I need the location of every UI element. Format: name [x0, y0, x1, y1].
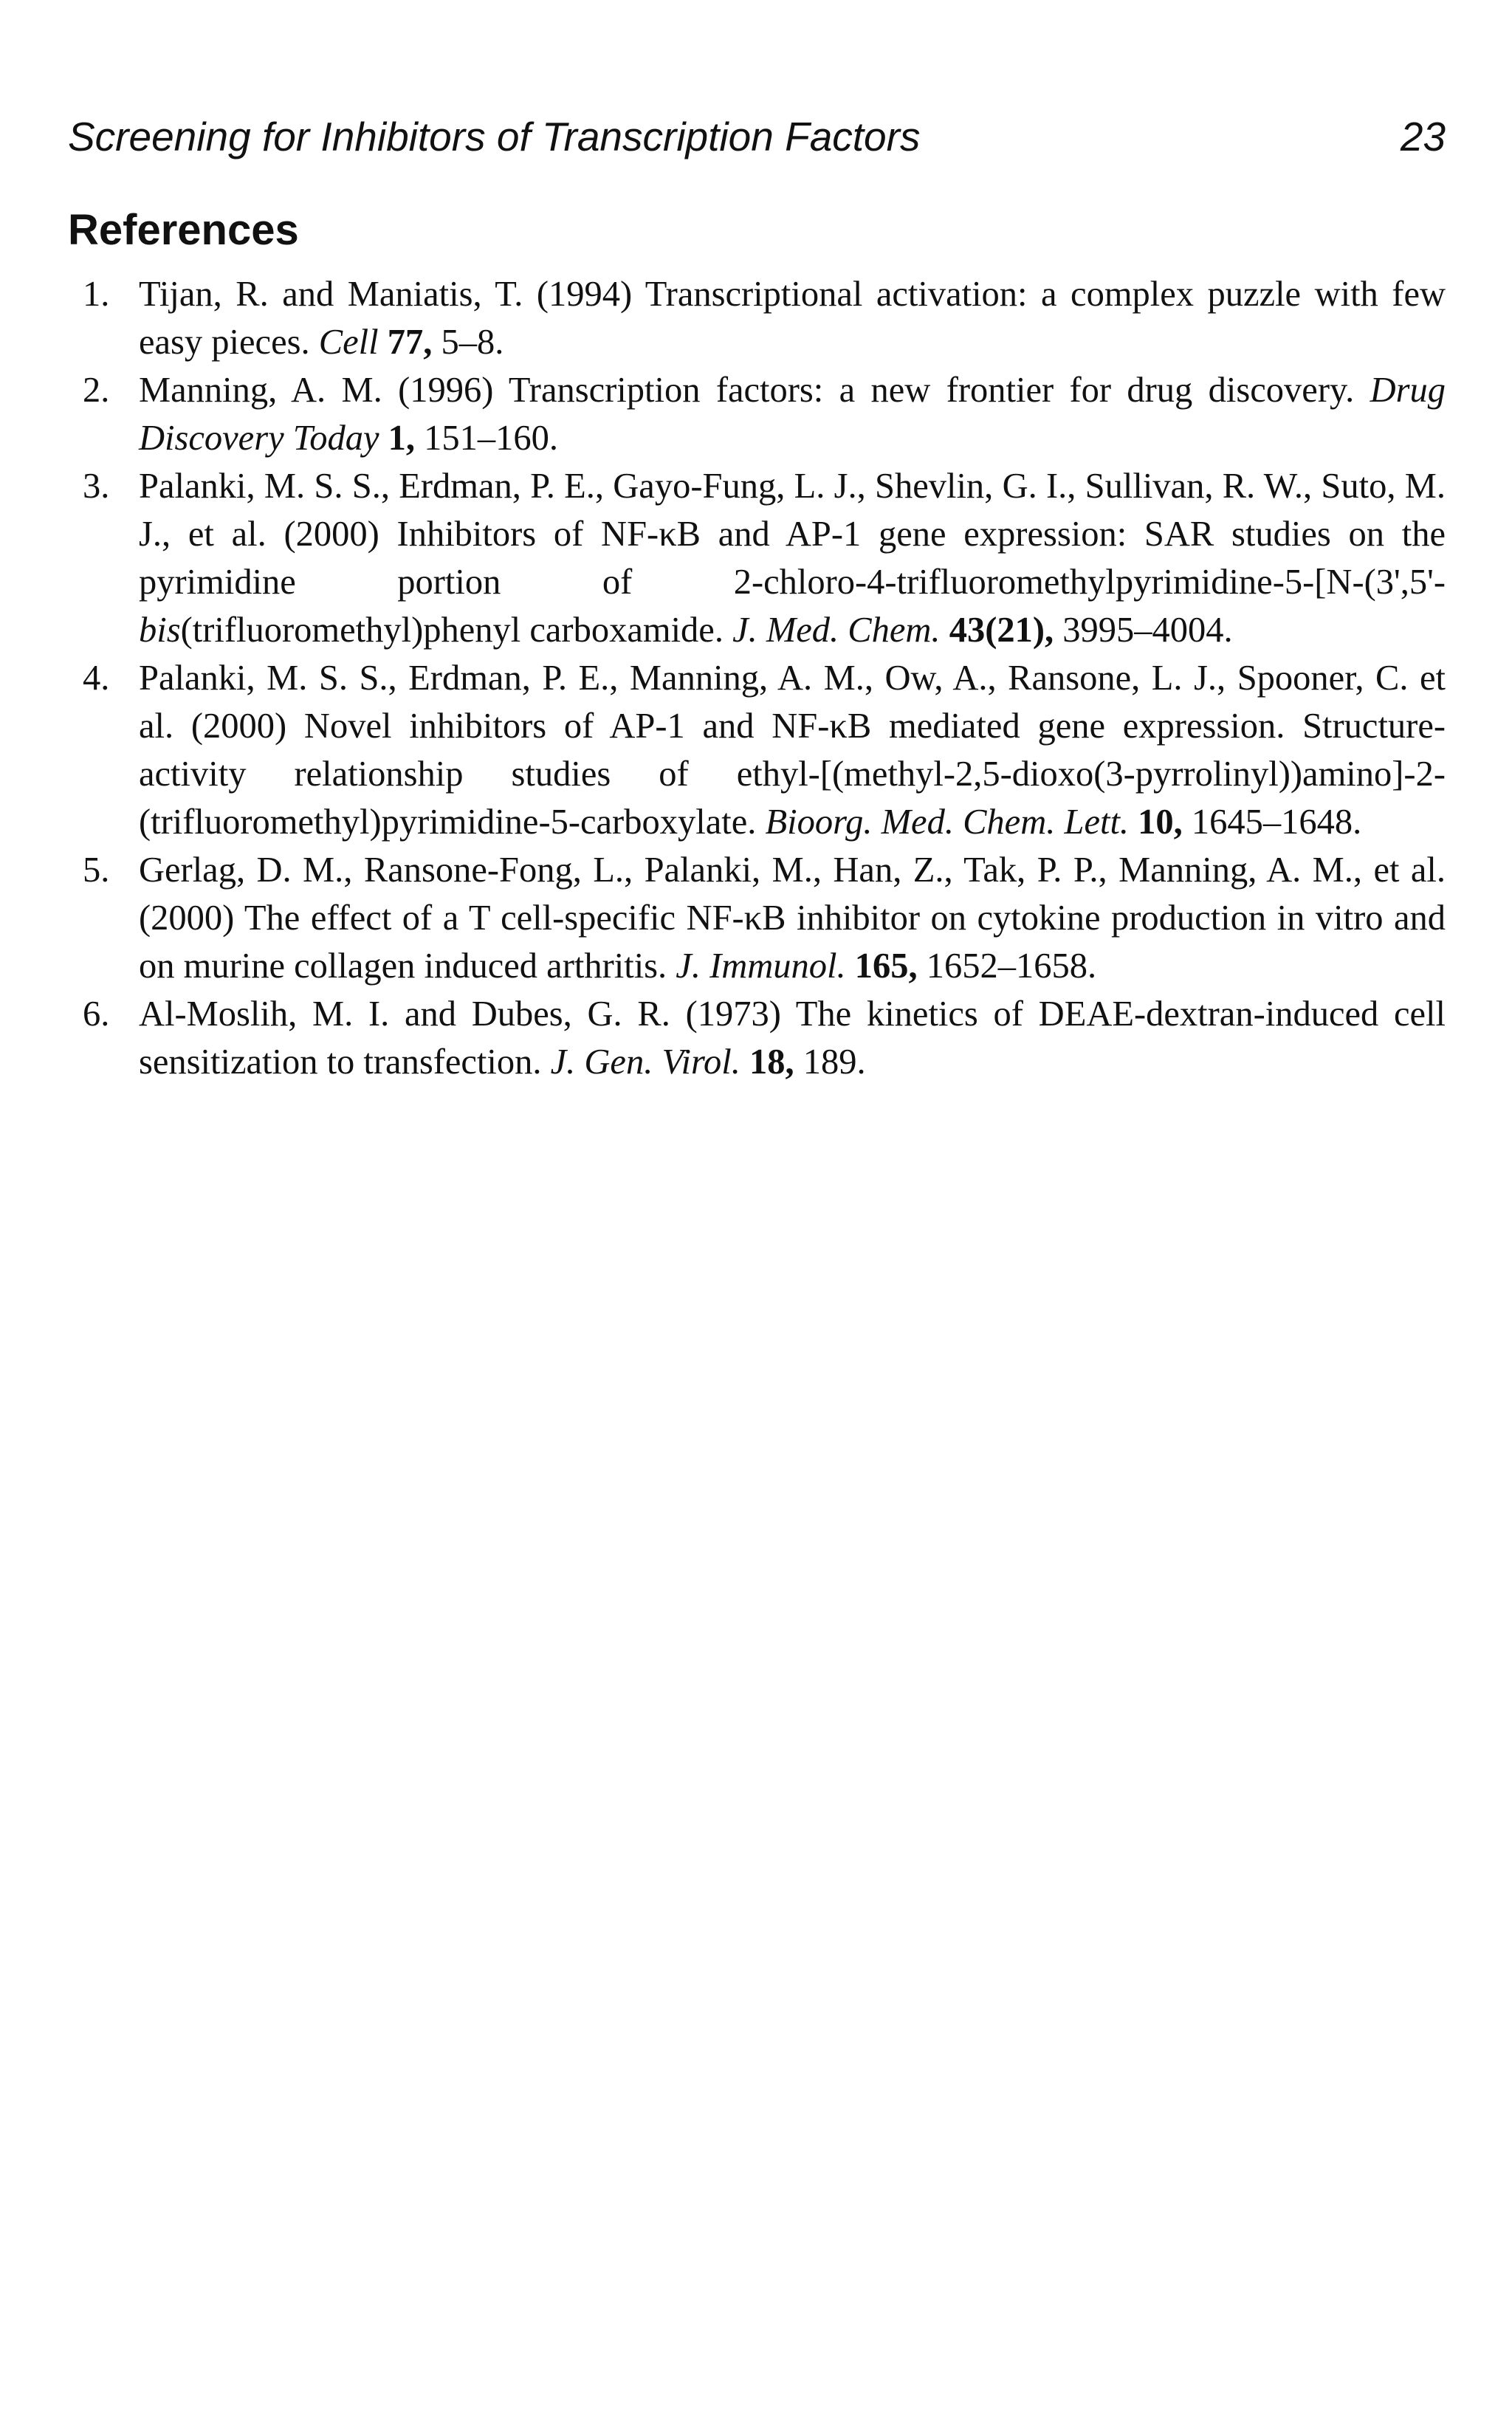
reference-text	[139, 846, 1446, 990]
reference-pages: 3995–4004.	[1054, 611, 1233, 650]
reference-pages: 1645–1648.	[1182, 803, 1362, 842]
reference-volume: 165,	[854, 946, 918, 986]
reference-number: 3.	[83, 467, 110, 506]
reference-volume: 1,	[388, 419, 416, 458]
reference-journal: Drug Discovery Today	[139, 371, 1446, 458]
reference-text	[139, 462, 1446, 654]
reference-number: 5.	[83, 851, 110, 890]
reference-citation: Manning, A. M. (1996) Transcription factors: a new frontier for drug discovery.	[139, 371, 1370, 410]
reference-item	[68, 270, 1446, 366]
reference-pages: 1652–1658.	[917, 946, 1097, 986]
reference-volume: 10,	[1138, 803, 1183, 842]
reference-volume: 77,	[387, 323, 433, 362]
reference-volume: 18,	[749, 1042, 794, 1082]
reference-text	[139, 366, 1446, 462]
reference-journal: Cell	[318, 323, 379, 362]
reference-italic-term: bis	[139, 611, 181, 650]
reference-item	[68, 654, 1446, 846]
reference-text	[139, 270, 1446, 366]
section-heading: References	[68, 206, 299, 254]
reference-item	[68, 462, 1446, 654]
reference-citation: Tijan, R. and Maniatis, T. (1994) Transcriptional activation: a complex puzzle with few easy pieces.	[139, 275, 1446, 362]
reference-pages: 5–8.	[432, 323, 504, 362]
reference-pages: 189.	[794, 1042, 866, 1082]
reference-journal: J. Immunol.	[676, 946, 846, 986]
reference-journal: J. Gen. Virol.	[550, 1042, 740, 1082]
reference-citation: Palanki, M. S. S., Erdman, P. E., Manning, A. M., Ow, A., Ransone, L. J., Spooner, C. et al. (2000) Novel inhibitors of AP-1 and NF-κB mediated gene expression. Structure-activity relationship studies of ethyl-[(methyl-2,5-dioxo(3-pyrrolinyl))amino]-2-(trifluoromethyl)pyrimidine-5-carboxylate.	[139, 659, 1446, 842]
reference-text	[139, 990, 1446, 1086]
reference-number: 2.	[83, 371, 110, 410]
page-number: 23	[1400, 114, 1446, 159]
reference-item	[68, 990, 1446, 1086]
reference-list	[68, 270, 1446, 1086]
reference-citation: Palanki, M. S. S., Erdman, P. E., Gayo-Fung, L. J., Shevlin, G. I., Sullivan, R. W., Suto, M. J., et al. (2000) Inhibitors of NF-κB and AP-1 gene expression: SAR studies on the pyrimidine portion of 2-chloro-4-trifluoromethylpyrimidine-5-[N-(3',5'-	[139, 467, 1446, 602]
reference-citation-continued: (trifluoromethyl)phenyl carboxamide.	[180, 611, 733, 650]
reference-number: 1.	[83, 275, 110, 314]
reference-volume: 43(21),	[949, 611, 1054, 650]
reference-text	[139, 654, 1446, 846]
running-head	[68, 111, 1446, 162]
reference-number: 4.	[83, 659, 110, 698]
running-head-title: Screening for Inhibitors of Transcription Factors	[68, 114, 921, 159]
reference-citation: Al-Moslih, M. I. and Dubes, G. R. (1973) The kinetics of DEAE-dextran-induced cell sensitization to transfection.	[139, 994, 1446, 1082]
reference-citation: Gerlag, D. M., Ransone-Fong, L., Palanki, M., Han, Z., Tak, P. P., Manning, A. M., et al. (2000) The effect of a T cell-specific NF-κB inhibitor on cytokine production in vitro and on murine collagen induced arthritis.	[139, 851, 1446, 986]
reference-journal: J. Med. Chem.	[732, 611, 941, 650]
reference-item	[68, 366, 1446, 462]
reference-pages: 151–160.	[415, 419, 559, 458]
reference-journal: Bioorg. Med. Chem. Lett.	[765, 803, 1130, 842]
reference-item	[68, 846, 1446, 990]
reference-number: 6.	[83, 994, 110, 1034]
